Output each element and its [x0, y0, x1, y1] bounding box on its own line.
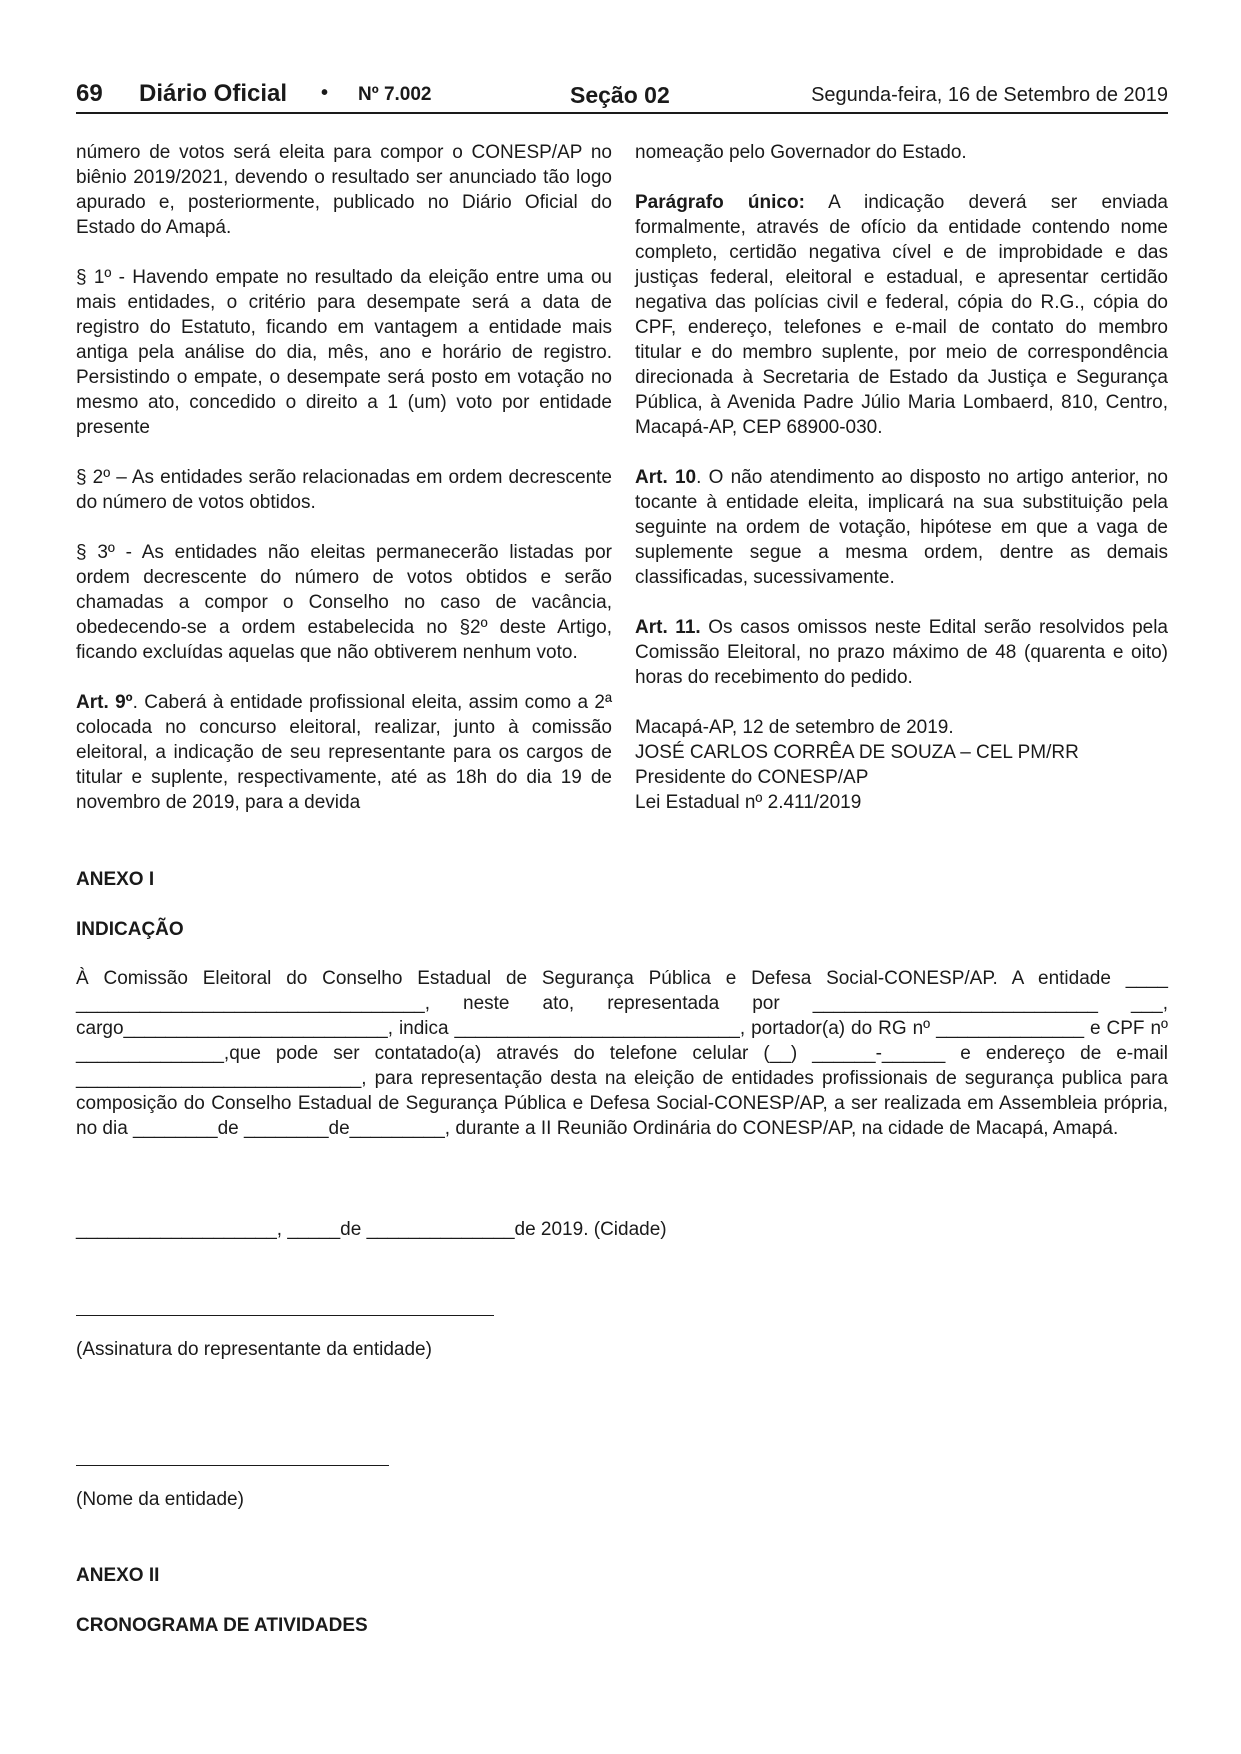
section-label: Seção 02 — [570, 82, 670, 108]
article-11-label: Art. 11. — [635, 617, 701, 638]
paragrafo-unico-label: Parágrafo único: — [635, 192, 805, 213]
annex-1-title: ANEXO I — [76, 869, 155, 890]
paragraph: nomeação pelo Governador do Estado. — [635, 142, 967, 163]
sign-name: JOSÉ CARLOS CORRÊA DE SOUZA – CEL PM/RR — [635, 742, 1079, 763]
article-9 — [76, 690, 612, 815]
signature-line — [76, 1315, 494, 1316]
page-number: 69 — [76, 80, 103, 107]
page-header — [76, 78, 1168, 114]
annex-1-form-body: À Comissão Eleitoral do Conselho Estadual de Segurança Pública e Defesa Social-CONESP/AP. A entidade ____ _________________________________, neste ato, representada por ___________________________ ___, cargo_________________________, indica ___________________________, portador(a) do RG nº ______________ e CPF nº ______________,que pode ser contatado(a) através do telefone celular (__) ______-______ e endereço de e-mail ___________________________, para representação desta na eleição de entidades profissionais de segurança publica para composição do Conselho Estadual de Segurança Pública e Defesa Social-CONESP/AP, a ser realizada em Assembleia própria, no dia ________de ________de_________, durante a II Reunião Ordinária do CONESP/AP, na cidade de Macapá, Amapá. — [76, 968, 1168, 1139]
article-10-label: Art. 10 — [635, 467, 697, 488]
annex-2-subtitle: CRONOGRAMA DE ATIVIDADES — [76, 1615, 368, 1636]
header-bullet: • — [321, 82, 329, 104]
article-11-text: Os casos omissos neste Edital serão resolvidos pela Comissão Eleitoral, no prazo máximo de 48 (quarenta e oito) horas do recebimento do pedido. — [635, 617, 1168, 688]
publication-date: Segunda-feira, 16 de Setembro de 2019 — [811, 84, 1168, 106]
annex-2-title: ANEXO II — [76, 1565, 160, 1586]
paragraph: número de votos será eleita para compor o CONESP/AP no biênio 2019/2021, devendo o resultado ser anunciado tão logo apurado e, posteriormente, publicado no Diário Oficial do Estado do Amapá. — [76, 142, 612, 238]
annex-1-subtitle: INDICAÇÃO — [76, 919, 184, 940]
signature-caption: (Assinatura do representante da entidade) — [76, 1339, 432, 1360]
right-column — [635, 140, 1168, 815]
entity-caption: (Nome da entidade) — [76, 1489, 244, 1510]
publication-title: Diário Oficial — [139, 80, 288, 107]
paragraph-section-3: § 3º - As entidades não eleitas permanecerão listadas por ordem decrescente do número de votos obtidos e serão chamadas a compor o Conselho no caso de vacância, obedecendo-se a ordem estabelecida no §2º deste Artigo, ficando excluídas aquelas que não obtiverem nenhum voto. — [76, 542, 612, 663]
left-column — [76, 140, 612, 815]
article-10 — [635, 465, 1168, 590]
sign-law: Lei Estadual nº 2.411/2019 — [635, 792, 862, 813]
paragrafo-unico — [635, 190, 1168, 440]
article-9-label: Art. 9º — [76, 692, 133, 713]
sign-role: Presidente do CONESP/AP — [635, 767, 869, 788]
paragraph-section-1: § 1º - Havendo empate no resultado da eleição entre uma ou mais entidades, o critério para desempate será a data de registro do Estatuto, ficando em vantagem a entidade mais antiga pela análise do dia, mês, ano e horário de registro. Persistindo o empate, o desempate será posto em votação no mesmo ato, concedido o direito a 1 (um) voto por entidade presente — [76, 267, 612, 438]
paragraph-section-2: § 2º – As entidades serão relacionadas em ordem decrescente do número de votos obtidos. — [76, 467, 612, 513]
article-11 — [635, 615, 1168, 690]
article-10-text: . O não atendimento ao disposto no artigo anterior, no tocante à entidade eleita, implicará na sua substituição pela seguinte na ordem de votação, hipótese em que a vaga de suplemente segue a mesma ordem, dentre as demais classificadas, sucessivamente. — [635, 467, 1168, 588]
issue-number: Nº 7.002 — [358, 84, 432, 105]
article-9-text: . Caberá à entidade profissional eleita, assim como a 2ª colocada no concurso eleitoral, realizar, junto à comissão eleitoral, a indicação de seu representante para os cargos de titular e suplente, respectivamente, até as 18h do dia 19 de novembro de 2019, para a devida — [76, 692, 612, 813]
entity-name-line — [76, 1465, 389, 1466]
signature-block — [635, 715, 1168, 815]
paragrafo-unico-text: A indicação deverá ser enviada formalmente, através de ofício da entidade contendo nome completo, certidão negativa cível e de improbidade e das justiças federal, eleitoral e estadual, e apresentar certidão negativa das polícias civil e federal, cópia do R.G., cópia do CPF, endereço, telefones e e-mail de contato do membro titular e do membro suplente, por meio de correspondência direcionada à Secretaria de Estado da Justiça e Segurança Pública, à Avenida Padre Júlio Maria Lombaerd, 810, Centro, Macapá-AP, CEP 68900-030. — [635, 192, 1168, 438]
date-line: ___________________, _____de ______________de 2019. (Cidade) — [76, 1219, 667, 1240]
sign-place-date: Macapá-AP, 12 de setembro de 2019. — [635, 717, 954, 738]
